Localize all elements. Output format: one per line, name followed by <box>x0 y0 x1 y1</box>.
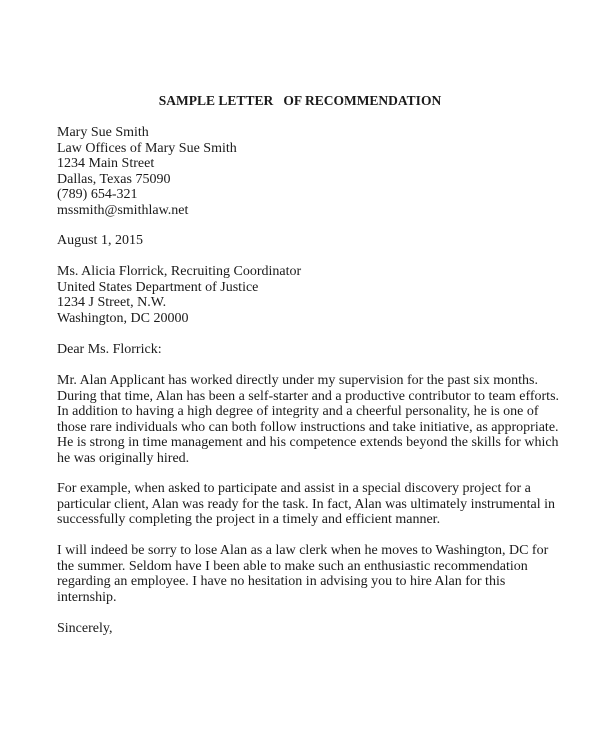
closing-text: Sincerely, <box>57 621 113 636</box>
paragraph-line: In addition to having a high degree of integrity and a cheerful personality, he is one of <box>57 404 539 419</box>
paragraph-2 <box>57 481 555 528</box>
paragraph-line: regarding an employee. I have no hesitation in advising you to hire Alan for this <box>57 574 506 589</box>
sender-firm: Law Offices of Mary Sue Smith <box>57 140 237 156</box>
sender-address <box>57 125 237 218</box>
paragraph-line: particular client, Alan was ready for the task. In fact, Alan was ultimately instrumental in <box>57 496 556 512</box>
recipient-name: Ms. Alicia Florrick, Recruiting Coordinator <box>57 264 302 279</box>
paragraph-line: the summer. Seldom have I been able to make such an enthusiastic recommendation <box>57 558 528 574</box>
salutation-text: Dear Ms. Florrick: <box>57 342 162 357</box>
recipient-address <box>57 264 301 326</box>
paragraph-line: internship. <box>57 589 117 605</box>
paragraph-3 <box>57 543 548 605</box>
paragraph-line: He is strong in time management and his competence extends beyond the skills for which <box>57 435 559 450</box>
paragraph-line: During that time, Alan has been a self-starter and a productive contributor to team efforts. <box>57 388 560 404</box>
paragraph-line: successfully completing the project in a timely and efficient manner. <box>57 512 441 527</box>
paragraph-line: For example, when asked to participate and assist in a special discovery project for a <box>57 481 531 496</box>
paragraph-line: those rare individuals who can both follow instructions and take initiative, as appropriate. <box>57 419 559 435</box>
sender-street: 1234 Main Street <box>57 156 155 171</box>
paragraph-line: Mr. Alan Applicant has worked directly under my supervision for the past six months. <box>57 373 538 388</box>
letter-title: SAMPLE LETTER OF RECOMMENDATION <box>158 93 442 108</box>
recipient-city: Washington, DC 20000 <box>57 310 189 326</box>
paragraph-line: he was originally hired. <box>57 450 190 466</box>
paragraph-line: I will indeed be sorry to lose Alan as a law clerk when he moves to Washington, DC for <box>57 543 549 558</box>
salutation <box>57 342 162 358</box>
date-text: August 1, 2015 <box>57 233 143 248</box>
sender-name: Mary Sue Smith <box>57 125 149 140</box>
letter-date <box>57 233 143 249</box>
sender-email: mssmith@smithlaw.net <box>57 202 189 218</box>
sender-city: Dallas, Texas 75090 <box>57 171 171 187</box>
paragraph-1 <box>57 373 559 466</box>
closing <box>57 621 112 637</box>
recipient-street: 1234 J Street, N.W. <box>57 295 167 310</box>
sender-phone: (789) 654-321 <box>57 187 138 202</box>
recipient-org: United States Department of Justice <box>57 279 259 295</box>
